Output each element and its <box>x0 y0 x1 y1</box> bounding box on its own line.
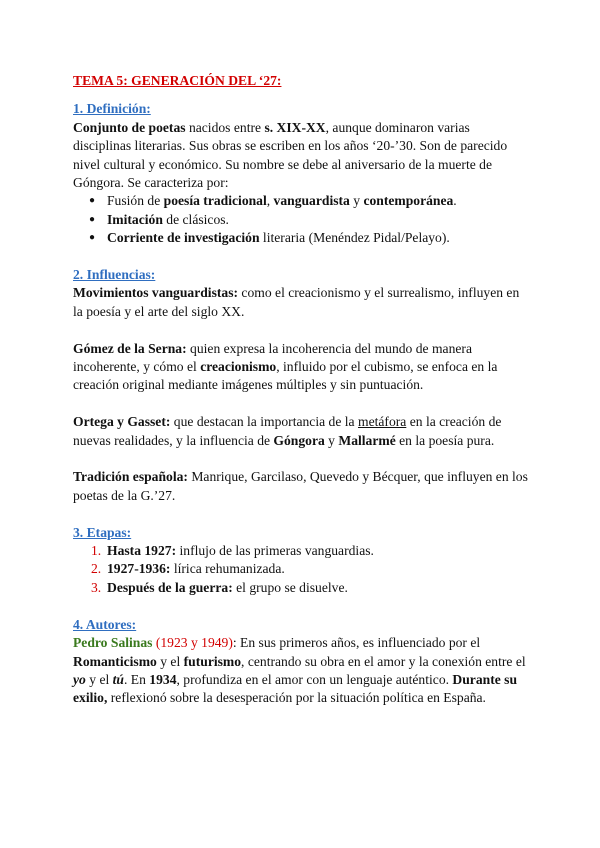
list-number: 2. <box>91 561 102 577</box>
text: de clásicos. <box>162 211 229 227</box>
section-heading-definicion: 1. Definición: <box>73 101 151 117</box>
author-name: Pedro Salinas <box>73 635 153 651</box>
bold-text: 1927-1936: <box>107 561 171 577</box>
bold-text: Durante su exilio, <box>73 671 517 706</box>
bold-text: Movimientos vanguardistas: <box>73 285 239 301</box>
section-heading-etapas: 3. Etapas: <box>73 524 132 540</box>
bold-text: Hasta 1927: <box>107 543 177 559</box>
text: Manrique, Garcilaso, Quevedo y Bécquer, que influyen en los poetas de la G.’27. <box>73 469 528 503</box>
bold-text: futurismo <box>183 653 242 669</box>
stages-list <box>73 542 528 597</box>
text: . En <box>124 671 150 687</box>
influence-paragraph <box>73 284 528 321</box>
text: , influido por el cubismo, se enfoca en la creación original mediante imágenes múltiples y sin puntuación. <box>73 359 498 393</box>
bold-text: Góngora <box>273 432 325 448</box>
text: , aunque dominaron varias disciplinas literarias. Sus obras se escriben en los años ‘20-’30. Son de parecido nivel cultural y económico. Su nombre se debe al aniversario de la muerte de Góngora. Se caracteriza por: <box>73 119 508 191</box>
bold-text: Conjunto de poetas <box>73 119 186 135</box>
text: , profundiza en el amor con un lenguaje auténtico. <box>176 671 453 687</box>
list-number: 3. <box>91 579 102 595</box>
text: como el creacionismo y el surrealismo, influyen en la poesía y el arte del siglo XX. <box>73 285 520 319</box>
text: . <box>453 193 457 209</box>
influence-paragraph <box>73 413 528 450</box>
text: y el <box>156 653 184 669</box>
list-item <box>73 579 528 597</box>
author-years: (1923 y 1949) <box>152 635 233 651</box>
bold-text: vanguardista <box>273 193 350 209</box>
text: y el <box>85 671 113 687</box>
list-item <box>73 211 528 229</box>
text: lírica rehumanizada. <box>170 561 285 577</box>
document-page <box>73 72 528 708</box>
list-item <box>73 542 528 560</box>
text: : En sus primeros años, es influenciado por el <box>232 635 481 651</box>
bold-text: Después de la guerra: <box>107 579 233 595</box>
text: el grupo se disuelve. <box>232 579 348 595</box>
list-item <box>73 192 528 210</box>
bold-text: creacionismo <box>200 359 277 375</box>
list-item <box>73 560 528 578</box>
bold-text: Imitación <box>107 211 163 227</box>
text: Fusión de <box>107 193 164 209</box>
list-item <box>73 229 528 247</box>
text: reflexionó sobre la desesperación por la situación política en España. <box>107 690 486 706</box>
text: , <box>266 193 274 209</box>
bold-text: poesía tradicional <box>163 193 267 209</box>
influence-paragraph <box>73 468 528 505</box>
author-paragraph <box>73 634 528 708</box>
list-number: 1. <box>91 543 102 559</box>
bold-text: Gómez de la Serna: <box>73 340 187 356</box>
bold-text: Romanticismo <box>73 653 157 669</box>
text: en la poesía pura. <box>395 432 495 448</box>
characteristics-list <box>73 192 528 247</box>
bold-text: contemporánea <box>363 193 454 209</box>
text: influjo de las primeras vanguardias. <box>176 543 374 559</box>
bold-italic-text: tú <box>112 671 124 687</box>
text: literaria (Menéndez Pidal/Pelayo). <box>259 230 450 246</box>
text: y <box>349 193 364 209</box>
bold-italic-text: yo <box>73 671 86 687</box>
influence-paragraph <box>73 340 528 395</box>
bold-text: Corriente de investigación <box>107 230 260 246</box>
bold-text: 1934 <box>149 671 177 687</box>
bold-text: s. XIX-XX <box>264 119 326 135</box>
bold-text: Tradición española: <box>73 469 188 485</box>
bold-text: Ortega y Gasset: <box>73 414 171 430</box>
definition-paragraph <box>73 119 528 193</box>
text: en la creación de nuevas realidades, y la influencia de <box>73 414 502 448</box>
text: que destacan la importancia de la <box>170 414 358 430</box>
section-heading-influencias: 2. Influencias: <box>73 267 156 283</box>
section-heading-autores: 4. Autores: <box>73 616 137 632</box>
underlined-text: metáfora <box>358 414 407 430</box>
document-title: TEMA 5: GENERACIÓN DEL ‘27: <box>73 73 282 88</box>
bold-text: Mallarmé <box>338 432 396 448</box>
text: nacidos entre <box>185 119 265 135</box>
text: , centrando su obra en el amor y la conexión entre el <box>241 653 526 669</box>
text: quien expresa la incoherencia del mundo de manera incoherente, y cómo el <box>73 340 472 375</box>
text: y <box>324 432 339 448</box>
